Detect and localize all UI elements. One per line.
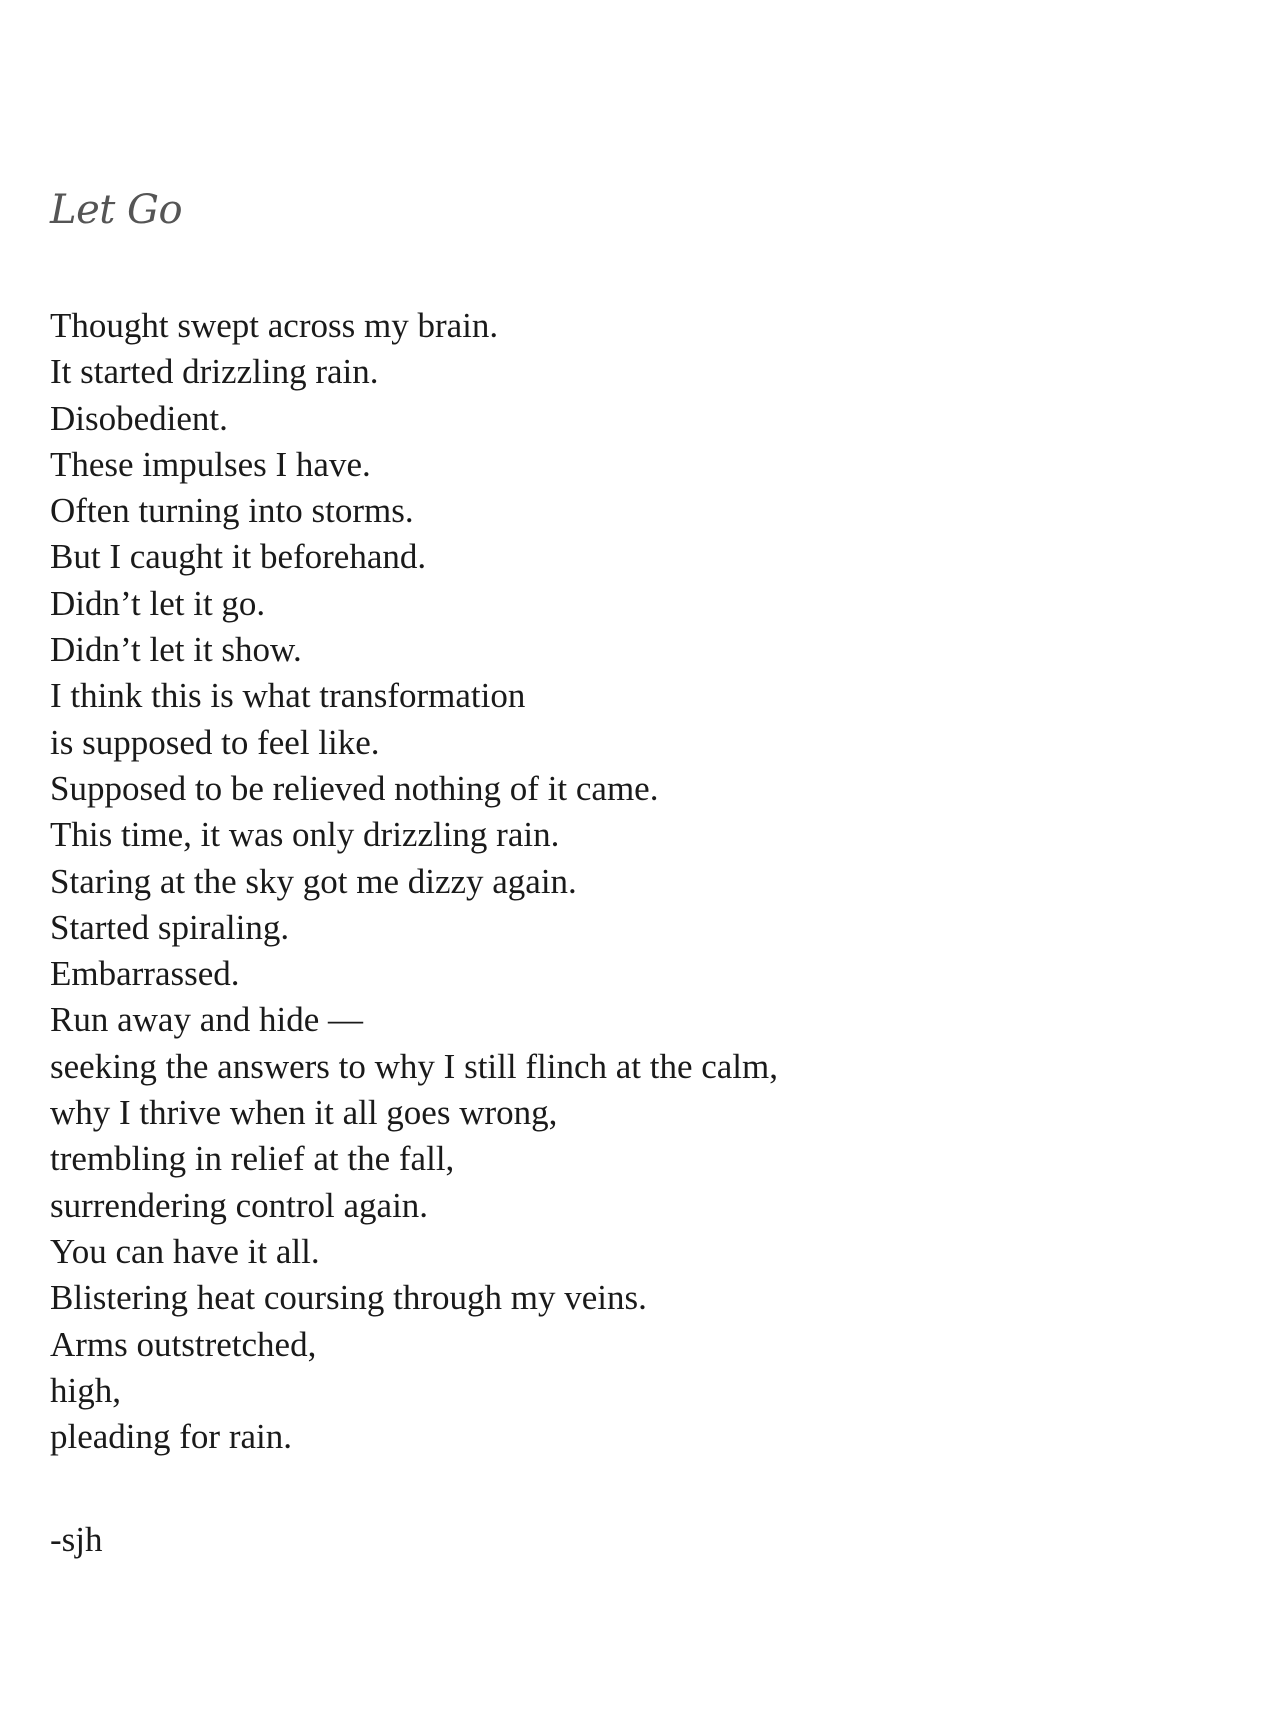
- poem-line: seeking the answers to why I still flinch at the calm,: [50, 1046, 779, 1086]
- poem-line: Blistering heat coursing through my veins.: [50, 1278, 647, 1318]
- poem-line: is supposed to feel like.: [50, 722, 380, 762]
- poem-line: why I thrive when it all goes wrong,: [50, 1093, 558, 1133]
- poem-line: Embarrassed.: [50, 954, 240, 994]
- poem-line: pleading for rain.: [50, 1417, 292, 1457]
- poem-signature: -sjh: [50, 1520, 103, 1559]
- poem-line: These impulses I have.: [50, 444, 371, 484]
- poem-title: Let Go: [50, 187, 183, 233]
- poem-line: Staring at the sky got me dizzy again.: [50, 861, 577, 901]
- poem-line: Thought swept across my brain.: [50, 306, 499, 345]
- poem-line: Arms outstretched,: [50, 1324, 317, 1364]
- poem-line: Often turning into storms.: [50, 491, 414, 531]
- poem-line: This time, it was only drizzling rain.: [50, 815, 560, 855]
- poem-line: Disobedient.: [50, 398, 228, 438]
- poem-body: [50, 303, 778, 1460]
- poem-line: trembling in relief at the fall,: [50, 1139, 455, 1179]
- poem-line: high,: [50, 1370, 121, 1410]
- poem-line: Started spiraling.: [50, 907, 290, 947]
- poem-line: Run away and hide —: [50, 1000, 363, 1040]
- poem-line: I think this is what transformation: [50, 676, 526, 716]
- poem-line: Didn’t let it show.: [50, 630, 302, 670]
- poem-line: Supposed to be relieved nothing of it came.: [50, 768, 659, 808]
- poem-line: You can have it all.: [50, 1231, 320, 1271]
- poem-line: Didn’t let it go.: [50, 583, 266, 623]
- poem-line: surrendering control again.: [50, 1185, 429, 1225]
- poem-line: But I caught it beforehand.: [50, 537, 427, 577]
- poem-line: It started drizzling rain.: [50, 352, 379, 392]
